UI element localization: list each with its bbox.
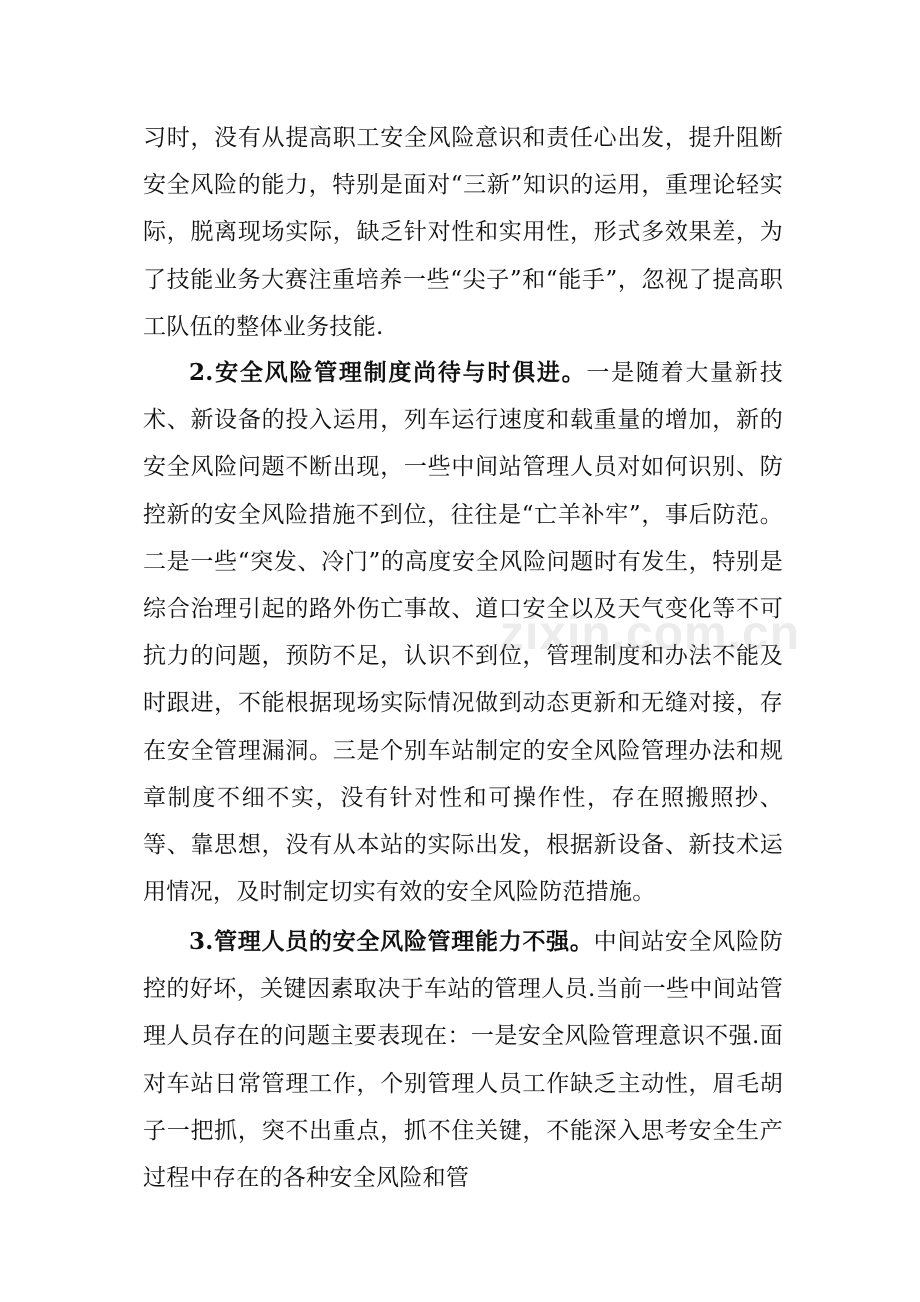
watermark: zixin.com.cn xyxy=(500,607,801,660)
section-heading-3: 3.管理人员的安全风险管理能力不强。 xyxy=(189,928,594,955)
section-heading-2: 2.安全风险管理制度尚待与时俱进。 xyxy=(189,359,587,386)
paragraph-section-3 xyxy=(143,918,783,1202)
paragraph-continuation xyxy=(143,115,783,351)
paragraph-body: 中间站安全风险防控的好坏，关键因素取决于车站的管理人员.当前一些中间站管理人员存在的问题主要表现在：一是安全风险管理意识不强.面对车站日常管理工作，个别管理人员工作缺乏主动性，眉毛胡子一把抓，突不出重点，抓不住关键，不能深入思考安全生产过程中存在的各种安全风险和管 xyxy=(143,929,783,1192)
paragraph-section-2 xyxy=(143,349,783,916)
paragraph-body: 一是随着大量新技术、新设备的投入运用，列车运行速度和载重量的增加，新的安全风险问题不断出现，一些中间站管理人员对如何识别、防控新的安全风险措施不到位，往往是“亡羊补牢”，事后防范。二是一些“突发、冷门”的高度安全风险问题时有发生，特别是综合治理引起的路外伤亡事故、道口安全以及天气变化等不可抗力的问题，预防不足，认识不到位，管理制度和办法不能及时跟进，不能根据现场实际情况做到动态更新和无缝对接，存在安全管理漏洞。三是个别车站制定的安全风险管理办法和规章制度不细不实，没有针对性和可操作性，存在照搬照抄、等、靠思想，没有从本站的实际出发，根据新设备、新技术运用情况，及时制定切实有效的安全风险防范措施。 xyxy=(143,360,783,906)
paragraph-body: 习时，没有从提高职工安全风险意识和责任心出发，提升阻断安全风险的能力，特别是面对“三新”知识的运用，重理论轻实际，脱离现场实际，缺乏针对性和实用性，形式多效果差，为了技能业务大赛注重培养一些“尖子”和“能手”，忽视了提高职工队伍的整体业务技能. xyxy=(143,125,783,340)
